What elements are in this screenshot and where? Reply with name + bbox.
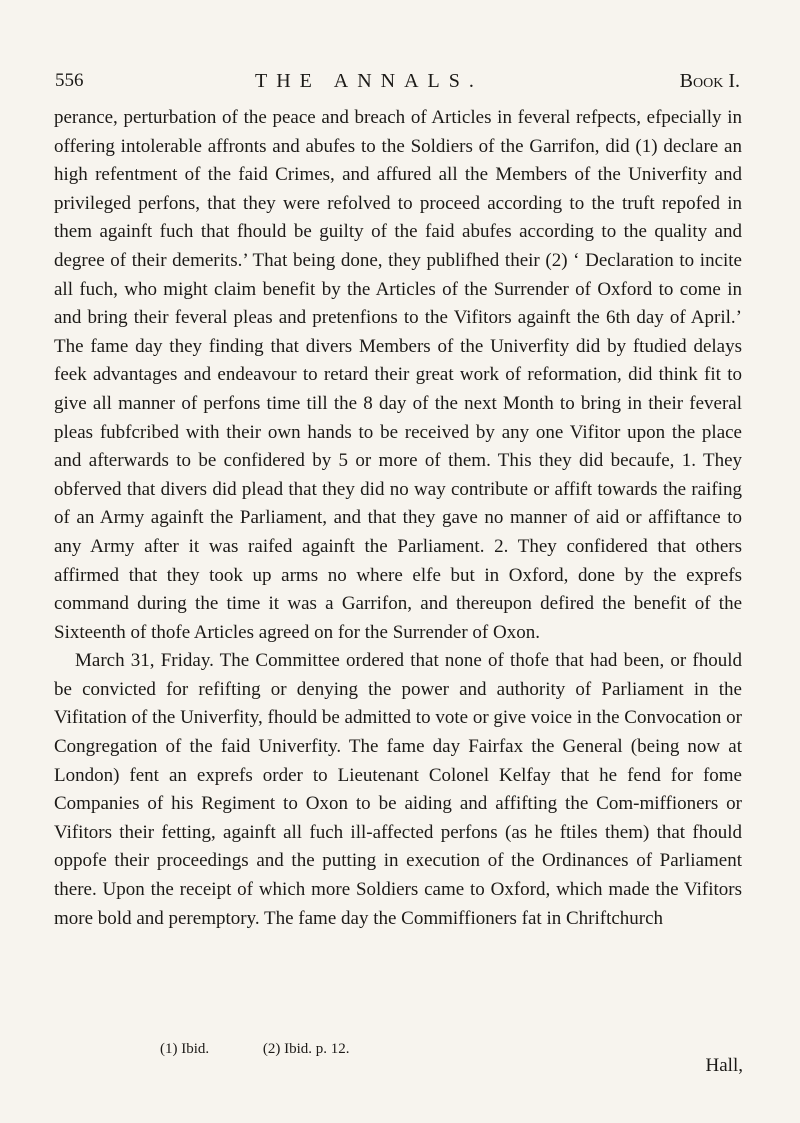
body-text bbox=[54, 104, 742, 933]
paragraph: March 31, Friday. The Committee ordered that none of thofe that had been, or fhould be convicted for refifting or denying the power and authority of Parliament in the Vifitation of the Univerfity, fhould be admitted to vote or give voice in the Convocation or Congregation of the faid Univerfity. The fame day Fairfax the General (being now at London) fent an exprefs order to Lieutenant Colonel Kelfay that he fend for fome Companies of his Regiment to Oxon to be aiding and affifting the Com-miffioners or Vifitors their fetting, againft all fuch ill-affected perfons (as he ftiles them) that fhould oppofe their proceedings and the putting in execution of the Ordinances of Parliament there. Upon the receipt of which more Soldiers came to Oxford, which made the Vifitors more bold and peremptory. The fame day the Commiffioners fat in Chriftchurch bbox=[54, 650, 742, 929]
footnote: (2) Ibid. p. 12. bbox=[262, 1041, 350, 1057]
page-number: 556 bbox=[55, 70, 84, 91]
book-label: Book I. bbox=[679, 70, 740, 92]
page-header bbox=[55, 70, 740, 98]
footnote: (1) Ibid. bbox=[160, 1041, 210, 1057]
paragraph: perance, perturbation of the peace and breach of Articles in feveral refpects, efpecially in offering intolerable affronts and abufes to the Soldiers of the Garrifon, did (1) declare an high refentment of the faid Crimes, and affured all the Members of the Univerfity and privileged perfons, that they were refolved to proceed according to the truft repofed in them againft fuch that fhould be guilty of the faid abufes according to the quality and degree of their demerits.’ That being done, they publifhed their (2) ‘ Declaration to incite all fuch, who might claim benefit by the Articles of the Surrender of Oxford to come in and bring their feveral pleas and pretenfions to the Vifitors againft the 6th day of April.’ The fame day they finding that divers Members of the Univerfity did by ftudied delays feek advantages and endeavour to retard their great work of reformation, did think fit to give all manner of perfons time till the 8 day of the next Month to bring in their feveral pleas fubfcribed with their own hands to be received by any one Vifitor upon the place and afterwards to be confidered by 5 or more of them. This they did becaufe, 1. They obferved that divers did plead that they did no way contribute or affift towards the raifing of an Army againft the Parliament, and that they gave no manner of aid or affiftance to any Army after it was raifed againft the Parliament. 2. They confidered that others affirmed that they took up arms no where elfe but in Oxford, done by the exprefs command during the time it was a Garrifon, and thereupon defired the benefit of the Sixteenth of thofe Articles agreed on for the Surrender of Oxon. bbox=[54, 107, 742, 643]
running-title: THE ANNALS. bbox=[255, 70, 483, 92]
footnotes bbox=[160, 1041, 580, 1058]
catchword: Hall, bbox=[705, 1055, 743, 1076]
